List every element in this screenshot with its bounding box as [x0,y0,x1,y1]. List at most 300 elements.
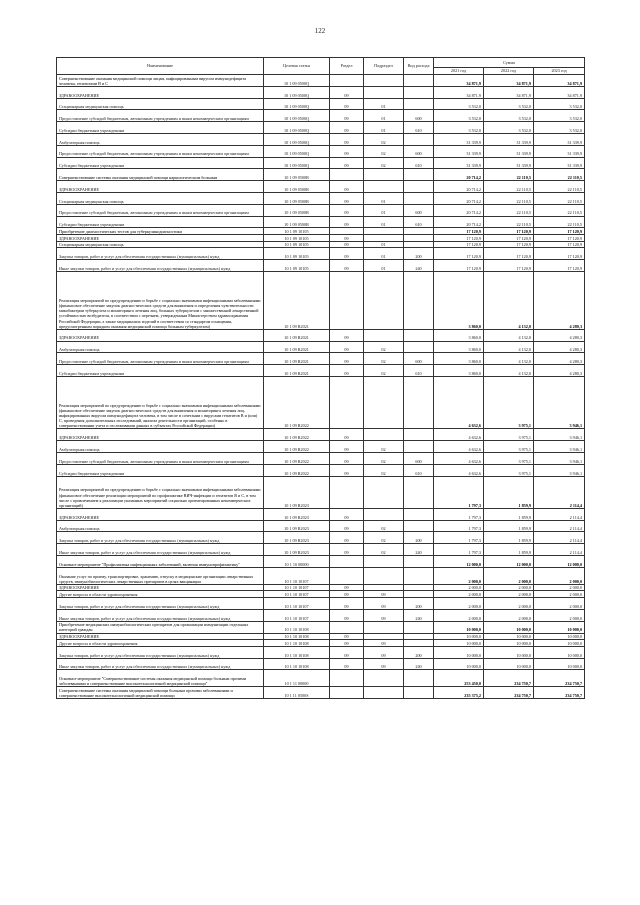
cell-name: Предоставление субсидий бюджетным, автономным учреждениям и иным некоммерческим организациям [57,145,264,157]
cell-expense-type: 610 [404,157,434,169]
cell-section: 09 [330,192,364,204]
cell-value-2023: 3 946,1 [534,429,585,441]
cell-subsection [364,556,404,568]
cell-code: 10 1 09 R2022 [264,453,330,465]
cell-value-2022: 1 859,9 [484,532,534,544]
table-row [57,204,585,216]
cell-value-2023: 10 000,0 [534,658,585,670]
cell-name: Субсидии бюджетным учреждениям [57,122,264,134]
cell-name: Стационарная медицинская помощь [57,241,264,248]
cell-expense-type: 610 [404,122,434,134]
table-row [57,598,585,610]
cell-subsection: 01 [364,122,404,134]
cell-name: ЗДРАВООХРАНЕНИЕ [57,181,264,193]
cell-value-2023: 17 120,9 [534,235,585,242]
cell-value-2022: 22 110,5 [484,192,534,204]
cell-expense-type [404,567,434,584]
cell-subsection: 02 [364,520,404,532]
cell-section: 09 [330,133,364,145]
cell-name: Амбулаторная помощь [57,520,264,532]
table-row [57,216,585,228]
table-row [57,429,585,441]
cell-value-2021: 31 339,9 [434,145,484,157]
table-row [57,75,585,87]
table-row [57,520,585,532]
cell-value-2023: 10 000,0 [534,640,585,647]
cell-expense-type [404,75,434,87]
cell-value-2022: 31 339,9 [484,133,534,145]
cell-value-2021: 17 120,9 [434,235,484,242]
cell-value-2023: 17 120,9 [534,260,585,272]
cell-name: ЗДРАВООХРАНЕНИЕ [57,633,264,640]
table-row [57,670,585,687]
cell-value-2022: 1 859,9 [484,476,534,508]
cell-value-2023: 2 114,4 [534,520,585,532]
cell-subsection: 01 [364,204,404,216]
cell-value-2022: 10 000,0 [484,621,534,633]
cell-code: 10 1 09 0500Q [264,86,330,98]
budget-table [56,57,585,699]
cell-section: 09 [330,609,364,621]
cell-expense-type: 600 [404,204,434,216]
cell-name: Амбулаторная помощь [57,341,264,353]
cell-name: Предоставление субсидий бюджетным, автономным учреждениям и иным некоммерческим организациям [57,204,264,216]
cell-value-2022: 4 132,0 [484,272,534,330]
cell-subsection [364,75,404,87]
cell-value-2021: 10 000,0 [434,621,484,633]
cell-section [330,75,364,87]
cell-name: Приобретение диагностических тестов для туберкулинодиагностики [57,228,264,235]
cell-section [330,621,364,633]
cell-value-2021: 3 860,0 [434,272,484,330]
cell-code: 10 1 09 R2022 [264,464,330,476]
cell-code: 10 1 10 10107 [264,609,330,621]
cell-name: Стационарная медицинская помощь [57,192,264,204]
cell-subsection: 01 [364,241,404,248]
cell-value-2023: 234 750,7 [534,687,585,699]
cell-section [330,687,364,699]
cell-name: Иные закупки товаров, работ и услуг для обеспечения государственных (муниципальных) нужд [57,544,264,556]
table-row [57,341,585,353]
cell-code: 10 1 11 0500S [264,687,330,699]
cell-name: ЗДРАВООХРАНЕНИЕ [57,584,264,591]
cell-value-2023: 2 000,0 [534,567,585,584]
cell-expense-type [404,520,434,532]
cell-expense-type: 600 [404,145,434,157]
cell-subsection [364,272,404,330]
cell-value-2023: 31 339,9 [534,157,585,169]
cell-expense-type: 240 [404,658,434,670]
cell-expense-type [404,584,434,591]
cell-expense-type [404,476,434,508]
cell-code: 10 1 10 00000 [264,556,330,568]
cell-expense-type [404,508,434,520]
cell-expense-type [404,670,434,687]
cell-value-2023: 10 000,0 [534,646,585,658]
cell-value-2022: 4 132,0 [484,341,534,353]
cell-code: 10 1 09 0500Q [264,110,330,122]
cell-subsection: 02 [364,365,404,377]
cell-section: 09 [330,353,364,365]
table-row [57,687,585,699]
cell-expense-type: 240 [404,544,434,556]
cell-section: 09 [330,508,364,520]
cell-subsection: 02 [364,544,404,556]
cell-expense-type [404,341,434,353]
table-row [57,353,585,365]
cell-code: 10 1 10 10107 [264,598,330,610]
cell-subsection [364,621,404,633]
cell-value-2023: 2 000,0 [534,609,585,621]
cell-subsection [364,169,404,181]
cell-subsection: 01 [364,110,404,122]
cell-value-2023: 2 114,4 [534,544,585,556]
cell-value-2022: 3 532,0 [484,98,534,110]
table-row [57,556,585,568]
header-year-2021: 2021 год [434,68,484,75]
cell-subsection: 02 [364,464,404,476]
cell-subsection: 02 [364,133,404,145]
cell-code: 10 1 09 R2021 [264,341,330,353]
cell-section: 09 [330,145,364,157]
cell-expense-type [404,192,434,204]
cell-value-2021: 3 860,0 [434,341,484,353]
cell-name: Оказание услуг по приему, транспортировке, хранению, отпуску в медицинские организации лекарственных средств, иммунобиологических лекарственных препаратов в целях вакцинации [57,567,264,584]
cell-name: ЗДРАВООХРАНЕНИЕ [57,86,264,98]
cell-section: 09 [330,241,364,248]
cell-value-2021: 17 120,9 [434,228,484,235]
cell-expense-type [404,640,434,647]
cell-section: 09 [330,453,364,465]
table-row [57,241,585,248]
cell-value-2022: 34 871,9 [484,75,534,87]
cell-code: 10 1 10 10108 [264,646,330,658]
cell-section: 09 [330,365,364,377]
cell-code: 10 1 09 10105 [264,228,330,235]
table-row [57,272,585,330]
cell-name: Стационарная медицинская помощь [57,98,264,110]
cell-subsection [364,429,404,441]
cell-value-2021: 3 532,0 [434,122,484,134]
cell-value-2023: 12 000,0 [534,556,585,568]
cell-section: 09 [330,235,364,242]
cell-section: 09 [330,204,364,216]
cell-value-2022: 1 859,9 [484,508,534,520]
cell-value-2022: 17 120,9 [484,228,534,235]
cell-expense-type: 240 [404,609,434,621]
cell-value-2023: 31 339,9 [534,133,585,145]
cell-expense-type [404,429,434,441]
cell-subsection: 09 [364,640,404,647]
cell-subsection [364,235,404,242]
cell-value-2023: 234 750,7 [534,670,585,687]
table-row [57,584,585,591]
cell-name: Закупка товаров, работ и услуг для обеспечения государственных (муниципальных) нужд [57,248,264,260]
cell-expense-type [404,376,434,429]
cell-name: Субсидии бюджетным учреждениям [57,216,264,228]
cell-section: 09 [330,544,364,556]
cell-value-2023: 2 114,4 [534,508,585,520]
cell-code: 10 1 09 0500R [264,216,330,228]
header-expense-type: Вид расхода [404,58,434,75]
cell-value-2023: 2 000,0 [534,598,585,610]
cell-value-2022: 22 110,5 [484,181,534,193]
cell-value-2023: 34 871,9 [534,86,585,98]
cell-expense-type: 610 [404,365,434,377]
cell-value-2021: 12 000,0 [434,556,484,568]
cell-value-2022: 3 532,0 [484,122,534,134]
cell-code: 10 1 10 10108 [264,621,330,633]
cell-name: Закупка товаров, работ и услуг для обеспечения государственных (муниципальных) нужд [57,598,264,610]
cell-name: Совершенствование системы оказания медицинской помощи больным прочими заболеваниями и совершенствование высокотехнологичной медицинской помощи [57,687,264,699]
cell-value-2022: 31 339,9 [484,145,534,157]
cell-value-2021: 3 860,0 [434,353,484,365]
cell-section: 09 [330,429,364,441]
cell-name: ЗДРАВООХРАНЕНИЕ [57,235,264,242]
cell-value-2022: 2 000,0 [484,609,534,621]
cell-value-2022: 34 871,9 [484,86,534,98]
table-row [57,532,585,544]
cell-section: 09 [330,110,364,122]
cell-value-2023: 2 114,4 [534,532,585,544]
cell-value-2022: 17 120,9 [484,248,534,260]
table-row [57,609,585,621]
cell-subsection [364,670,404,687]
table-row [57,646,585,658]
cell-name: Приобретение медицинских иммунобиологических препаратов для организации иммунизации отдельных категорий граждан [57,621,264,633]
cell-value-2023: 3 532,0 [534,98,585,110]
cell-value-2023: 10 000,0 [534,633,585,640]
cell-expense-type [404,133,434,145]
cell-value-2022: 2 000,0 [484,591,534,598]
cell-code: 10 1 09 R2023 [264,532,330,544]
cell-value-2022: 4 132,0 [484,365,534,377]
header-year-2023: 2023 год [534,68,585,75]
cell-code: 10 1 11 00000 [264,670,330,687]
cell-value-2021: 2 000,0 [434,584,484,591]
table-row [57,181,585,193]
cell-subsection: 02 [364,453,404,465]
cell-code: 10 1 09 0500Q [264,98,330,110]
table-row [57,476,585,508]
cell-expense-type [404,591,434,598]
cell-name: Предоставление субсидий бюджетным, автономным учреждениям и иным некоммерческим организациям [57,110,264,122]
table-row [57,658,585,670]
cell-name: Закупка товаров, работ и услуг для обеспечения государственных (муниципальных) нужд [57,646,264,658]
cell-value-2021: 2 000,0 [434,598,484,610]
cell-section: 09 [330,591,364,598]
cell-value-2021: 10 000,0 [434,646,484,658]
cell-value-2022: 3 975,1 [484,453,534,465]
cell-subsection [364,476,404,508]
table-row [57,133,585,145]
cell-subsection: 09 [364,609,404,621]
page-number: 122 [314,27,326,35]
table-row [57,544,585,556]
cell-subsection [364,567,404,584]
table-row [57,441,585,453]
cell-subsection: 01 [364,98,404,110]
cell-value-2021: 17 120,9 [434,241,484,248]
cell-value-2023: 3 532,0 [534,122,585,134]
cell-expense-type: 610 [404,464,434,476]
cell-value-2021: 1 797,3 [434,544,484,556]
header-section: Раздел [330,58,364,75]
table-row [57,248,585,260]
cell-section: 09 [330,98,364,110]
cell-value-2022: 22 110,5 [484,169,534,181]
cell-name: Иные закупки товаров, работ и услуг для обеспечения государственных (муниципальных) нужд [57,609,264,621]
cell-value-2023: 22 110,5 [534,204,585,216]
cell-value-2022: 22 110,5 [484,204,534,216]
cell-code: 10 1 09 0500R [264,204,330,216]
cell-section: 09 [330,122,364,134]
cell-value-2021: 17 120,9 [434,260,484,272]
cell-value-2023: 3 532,0 [534,110,585,122]
cell-value-2022: 10 000,0 [484,658,534,670]
cell-value-2021: 235 375,2 [434,687,484,699]
cell-name: Закупка товаров, работ и услуг для обеспечения государственных (муниципальных) нужд [57,532,264,544]
cell-value-2021: 3 860,0 [434,329,484,341]
cell-name: Иные закупки товаров, работ и услуг для обеспечения государственных (муниципальных) нужд [57,260,264,272]
cell-section: 09 [330,584,364,591]
cell-subsection: 01 [364,248,404,260]
cell-subsection: 02 [364,157,404,169]
cell-value-2022: 12 000,0 [484,556,534,568]
table-body [57,75,585,699]
cell-value-2023: 4 280,3 [534,329,585,341]
cell-value-2023: 4 280,3 [534,353,585,365]
cell-value-2023: 3 946,1 [534,464,585,476]
cell-value-2023: 4 280,3 [534,341,585,353]
cell-value-2021: 4 632,6 [434,464,484,476]
cell-value-2021: 3 860,0 [434,365,484,377]
cell-code: 10 1 09 10105 [264,235,330,242]
cell-value-2022: 17 120,9 [484,241,534,248]
cell-name: Субсидии бюджетным учреждениям [57,464,264,476]
cell-code: 10 1 09 R2022 [264,429,330,441]
cell-value-2021: 1 797,3 [434,476,484,508]
cell-code: 10 1 09 0500Q [264,122,330,134]
cell-code: 10 1 09 10105 [264,248,330,260]
table-row [57,145,585,157]
cell-value-2023: 34 871,9 [534,75,585,87]
cell-expense-type [404,228,434,235]
cell-name: Основное мероприятие "Совершенствование системы оказания медицинской помощи больным прочими заболеваниями и совершенствование высокотехнологичной медицинской помощи" [57,670,264,687]
cell-value-2021: 31 339,9 [434,157,484,169]
cell-code: 10 1 09 R2023 [264,544,330,556]
cell-section: 09 [330,640,364,647]
cell-subsection: 09 [364,591,404,598]
cell-name: Предоставление субсидий бюджетным, автономным учреждениям и иным некоммерческим организациям [57,353,264,365]
cell-section: 09 [330,532,364,544]
cell-expense-type: 200 [404,532,434,544]
cell-value-2022: 234 750,7 [484,687,534,699]
table-row [57,192,585,204]
cell-expense-type [404,556,434,568]
table-row [57,464,585,476]
cell-subsection: 09 [364,598,404,610]
cell-code: 10 1 10 10108 [264,633,330,640]
cell-section: 09 [330,646,364,658]
table-row [57,260,585,272]
table-row [57,376,585,429]
table-row [57,122,585,134]
cell-value-2022: 4 132,0 [484,353,534,365]
cell-value-2022: 2 000,0 [484,598,534,610]
cell-value-2021: 31 339,9 [434,133,484,145]
cell-expense-type [404,441,434,453]
cell-section [330,476,364,508]
cell-value-2022: 3 975,1 [484,441,534,453]
cell-section [330,556,364,568]
cell-value-2022: 10 000,0 [484,640,534,647]
cell-section: 09 [330,181,364,193]
cell-expense-type: 240 [404,260,434,272]
cell-code: 10 1 09 10105 [264,260,330,272]
header-subsection: Подраздел [364,58,404,75]
cell-code: 10 1 09 0500R [264,169,330,181]
header-sum: Сумма [434,58,585,68]
table-row [57,591,585,598]
cell-section: 09 [330,464,364,476]
cell-section: 09 [330,86,364,98]
cell-subsection [364,633,404,640]
cell-section: 09 [330,658,364,670]
cell-value-2023: 17 120,9 [534,248,585,260]
cell-expense-type [404,272,434,330]
cell-expense-type [404,86,434,98]
cell-expense-type: 200 [404,646,434,658]
cell-value-2021: 34 871,9 [434,86,484,98]
cell-expense-type [404,235,434,242]
cell-code: 10 1 09 R2022 [264,376,330,429]
cell-subsection: 02 [364,532,404,544]
cell-value-2022: 22 110,5 [484,216,534,228]
cell-value-2021: 20 714,2 [434,169,484,181]
table-row [57,508,585,520]
table-row [57,640,585,647]
table-row [57,453,585,465]
cell-name: Субсидии бюджетным учреждениям [57,157,264,169]
cell-value-2021: 20 714,2 [434,216,484,228]
cell-code: 10 1 09 0500Q [264,75,330,87]
cell-name: Совершенствование системы оказания медицинской помощи наркологическим больным [57,169,264,181]
cell-expense-type [404,621,434,633]
cell-value-2022: 10 000,0 [484,646,534,658]
cell-value-2021: 10 000,0 [434,633,484,640]
table-row [57,633,585,640]
cell-expense-type: 200 [404,248,434,260]
cell-value-2023: 2 114,4 [534,476,585,508]
header-name: Наименование [57,58,264,75]
cell-subsection: 02 [364,441,404,453]
cell-section [330,228,364,235]
cell-code: 10 1 09 R2021 [264,353,330,365]
cell-value-2021: 2 000,0 [434,591,484,598]
cell-expense-type [404,181,434,193]
cell-name: Реализация мероприятий по предупреждению и борьбе с социально значимыми инфекционными заболеваниями (финансовое обеспечение реализации мероприятий по профилактике ВИЧ-инфекции и гепатитов В и С, в том числе с привлечением к реализации указанных мероприятий социально ориентированных некоммерческих организаций) [57,476,264,508]
cell-value-2023: 22 110,5 [534,216,585,228]
cell-value-2022: 10 000,0 [484,633,534,640]
cell-code: 10 1 09 0500Q [264,133,330,145]
cell-code: 10 1 10 10107 [264,591,330,598]
cell-expense-type: 200 [404,598,434,610]
cell-value-2021: 1 797,3 [434,532,484,544]
cell-expense-type: 600 [404,353,434,365]
cell-subsection [364,687,404,699]
table-row [57,98,585,110]
